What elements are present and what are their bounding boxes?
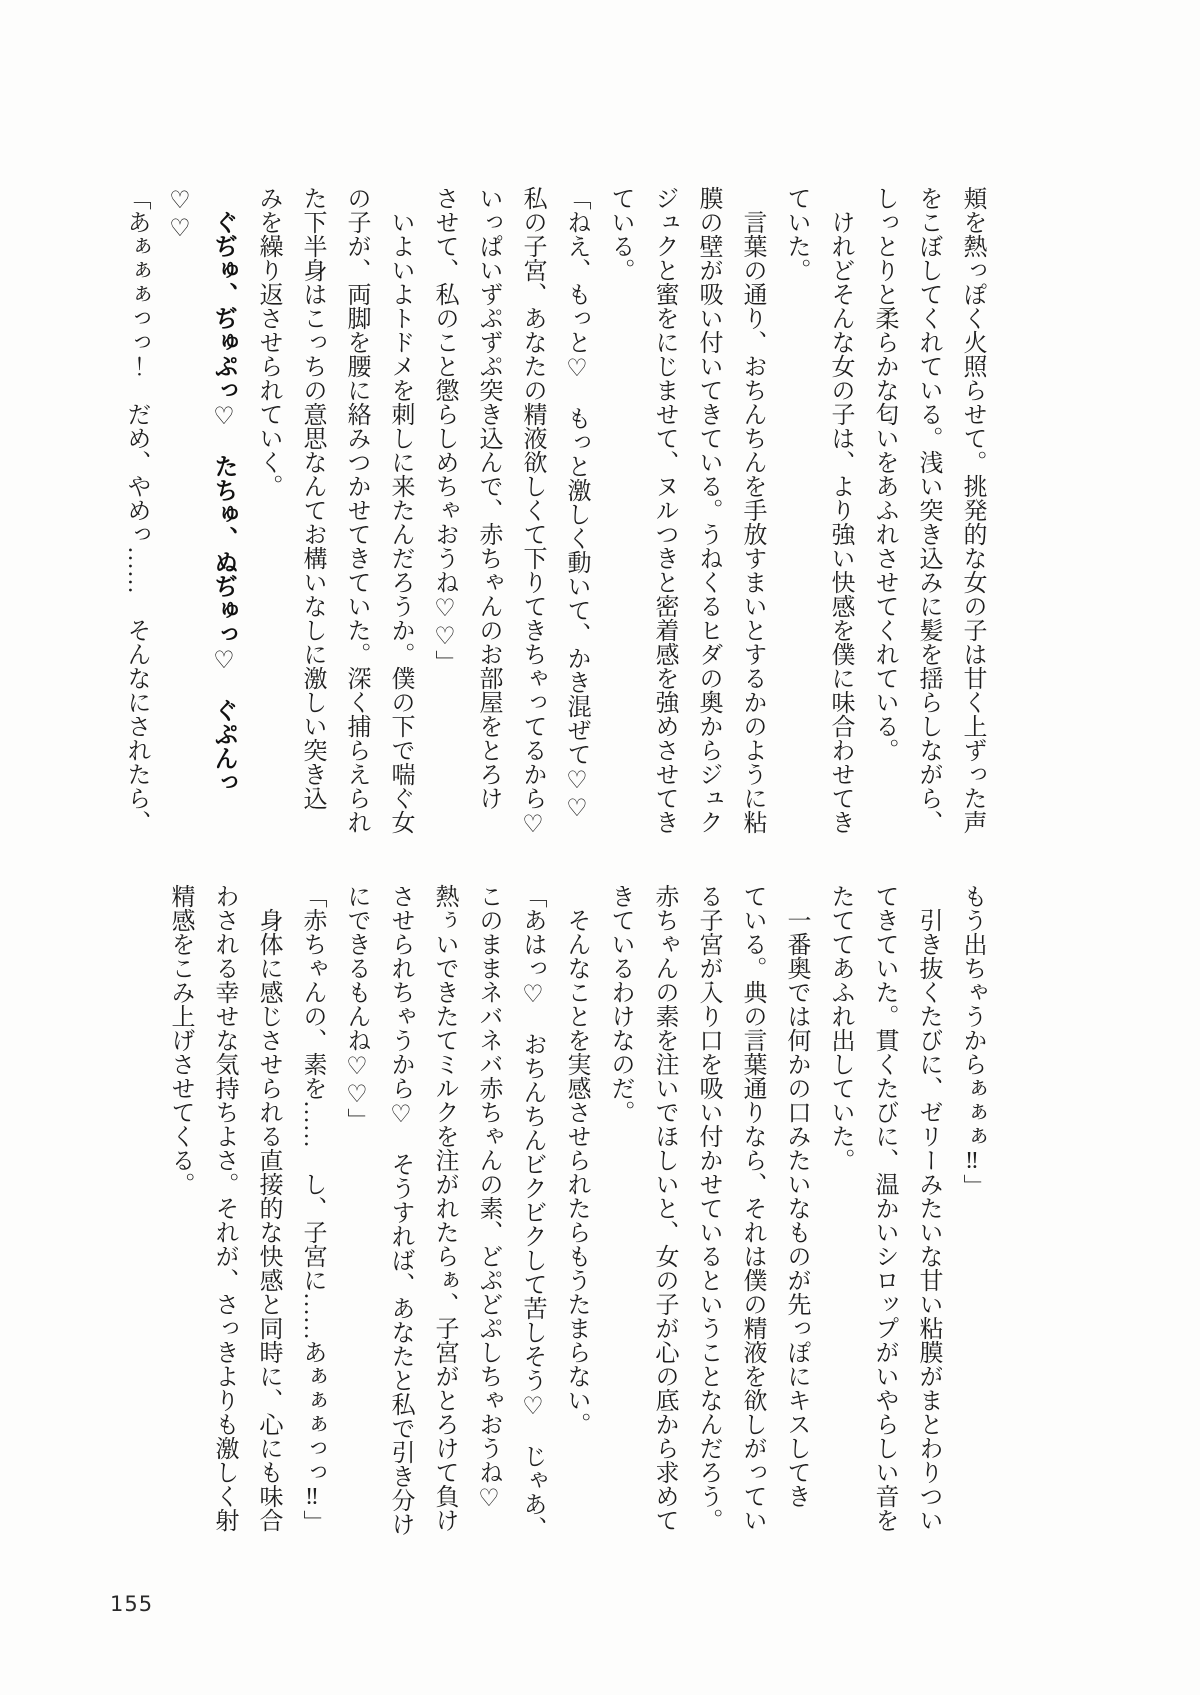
text-column: 引き抜くたびに、ゼリーみたいな甘い粘膜がまとわりつい (915, 908, 941, 1532)
text-column: たててあふれ出していた。 (827, 884, 853, 1172)
text-column: 身体に感じさせられる直接的な快感と同時に、心にも味合 (255, 908, 281, 1532)
page-number: 155 (110, 1592, 154, 1616)
text-column: しっとりと柔らかな匂いをあふれさせてくれている。 (871, 186, 897, 762)
text-column: 私の子宮、あなたの精液欲しくて下りてきちゃってるから♡ (519, 186, 545, 838)
text-column: 頬を熱っぽく火照らせて。挑発的な女の子は甘く上ずった声 (959, 186, 985, 834)
text-column: けれどそんな女の子は、より強い快感を僕に味合わせてき (827, 210, 853, 834)
text-column: をこぼしてくれている。浅い突き込みに髪を揺らしながら、 (915, 186, 941, 834)
text-column: 赤ちゃんの素を注いでほしいと、女の子が心の底から求めて (651, 884, 677, 1532)
text-column: みを繰り返させられていく。 (255, 186, 281, 498)
text-column: 熱ぅいできたてミルクを注がれたらぁ、子宮がとろけて負け (431, 884, 457, 1532)
text-column: てきていた。貫くたびに、温かいシロップがいやらしい音を (871, 884, 897, 1532)
text-column: わされる幸せな気持ちよさ。それが、さっきよりも激しく射 (211, 884, 237, 1532)
text-column: 言葉の通り、おちんちんを手放すまいとするかのように粘 (739, 210, 765, 834)
text-column: そんなことを実感させられたらもうたまらない。 (563, 908, 589, 1436)
text-column: させて、私のこと懲らしめちゃおうね♡♡」 (431, 186, 457, 674)
text-column: 「赤ちゃんの、素を…… し、子宮に……あぁぁぁっっ‼」 (299, 884, 325, 1534)
sfx-text-column: ぐぢゅ、ぢゅぷっ♡ たちゅ、ぬぢゅっ♡ ぐぷんっ♡♡ (166, 186, 238, 794)
text-column: にできるもんね♡♡」 (343, 884, 369, 1132)
text-column: もう出ちゃうからぁぁぁ‼」 (959, 884, 985, 1198)
text-column: きているわけなのだ。 (607, 884, 633, 1124)
text-column: 「ねえ、もっと♡ もっと激しく動いて、かき混ぜて♡♡ (563, 186, 589, 822)
text-column: 「あはっ♡ おちんちんビクビクして苦しそう♡ じゃあ、 (519, 884, 545, 1540)
text-column: ている。 (607, 186, 633, 282)
text-column: ていた。 (783, 186, 809, 282)
text-column: このままネバネバ赤ちゃんの素、どぷどぷしちゃおうね♡ (475, 884, 501, 1512)
text-column: いよいよトドメを刺しに来たんだろうか。僕の下で喘ぐ女 (387, 210, 413, 834)
text-column: させられちゃうから♡ そうすれば、あなたと私で引き分け (387, 884, 413, 1536)
text-column: 膜の壁が吸い付いてきている。うねくるヒダの奥からジュク (695, 186, 721, 834)
text-column: 「あぁぁぁっっ！ だめ、やめっ…… そんなにされたら、 (123, 186, 149, 834)
text-column: 一番奥では何かの口みたいなものが先っぽにキスしてき (783, 908, 809, 1508)
text-column: ジュクと蜜をにじませて、ヌルつきと密着感を強めさせてき (651, 186, 677, 834)
text-column: いっぱいずぷずぷ突き込んで、赤ちゃんのお部屋をとろけ (475, 186, 501, 810)
text-column: ている。典の言葉通りなら、それは僕の精液を欲しがってい (739, 884, 765, 1532)
text-block-bottom (158, 884, 994, 1544)
text-column: る子宮が入り口を吸い付かせているということなんだろう。 (695, 884, 721, 1532)
text-block-top (114, 186, 994, 846)
text-column: た下半身はこっちの意思なんてお構いなしに激しい突き込 (299, 186, 325, 810)
text-column: の子が、両脚を腰に絡みつかせてきていた。深く捕らえられ (343, 186, 369, 834)
text-column: 精感をこみ上げさせてくる。 (167, 884, 193, 1196)
